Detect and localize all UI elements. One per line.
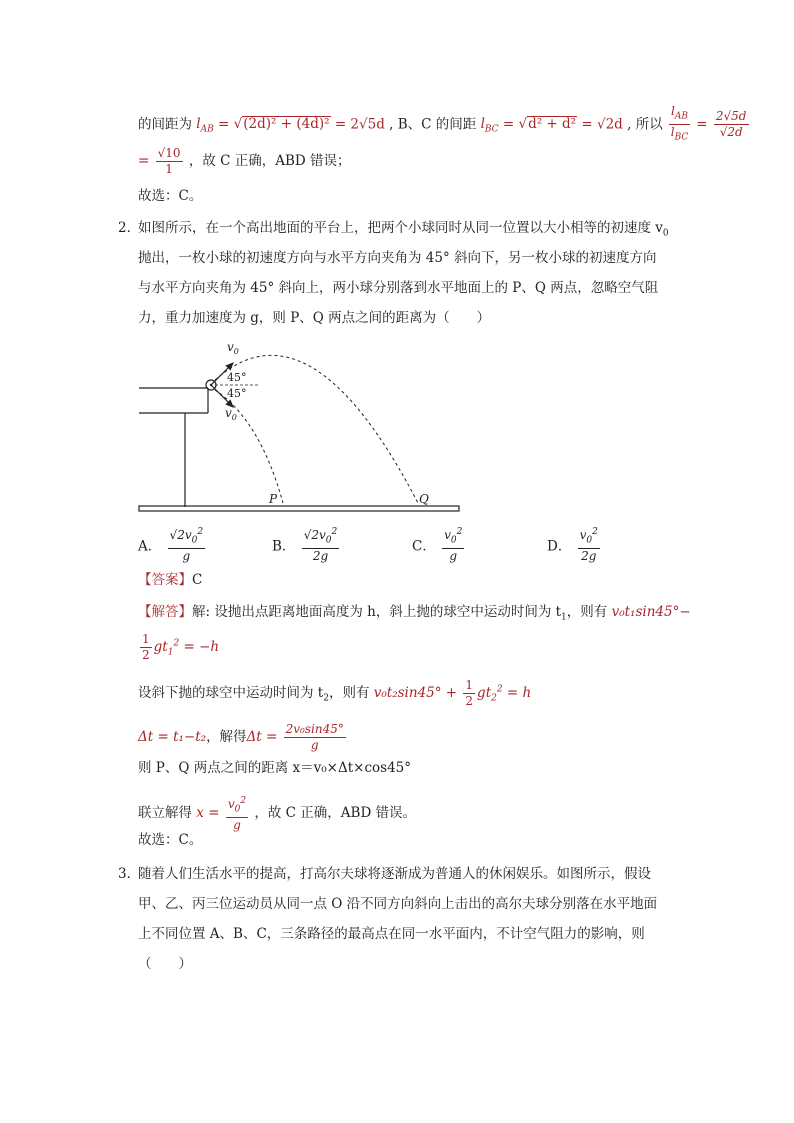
analysis-line1: 【解答】解: 设抛出点距离地面高度为 h，斜上抛的球空中运动时间为 $t_1$，则有 v₀t₁sin45°− xyxy=(138,604,691,623)
prev-choice: 故选：C。 xyxy=(138,188,203,204)
q2-line3: 与水平方向夹角为 45° 斜向上，两小球分别落到水平地面上的 P、Q 两点，忽略空气阻 xyxy=(138,280,659,296)
text: 联立解得 xyxy=(138,805,192,822)
math: Δt = t₁−t₂ xyxy=(138,729,207,745)
math: v₀t₁sin45°− xyxy=(611,604,691,620)
prev-solution-line1: 的间距为 $l_{AB} = √(2d)^2 + (4d)^2 = 2√5d$ , B、C 的间距 $l_{BC} = √d^2 + d^2 = √2d$ , 所以 $\frac{l_{AB}}{l_{BC}}$ = $\frac{2√5d}{√2d}$ xyxy=(138,104,751,146)
v0-label-up: $v_0$ xyxy=(227,340,239,356)
math: x = xyxy=(196,805,220,822)
analysis-line2: $\frac{1}{2}$ $gt_1^2 = -h$ xyxy=(142,632,220,662)
q3-line1: 随着人们生活水平的提高，打高尔夫球将逐渐成为普通人的休闲娱乐。如图所示，假设 xyxy=(138,866,651,882)
text: ，故 C 正确，ABD 错误。 xyxy=(254,805,417,822)
math: gt xyxy=(477,685,492,701)
math: = √2d xyxy=(581,116,623,133)
text: ，则有 xyxy=(566,604,608,620)
math: l xyxy=(196,116,201,133)
ratio-result-fraction: $\frac{2√5d}{√2d}$ xyxy=(715,109,747,140)
analysis-line6: 联立解得 x = $\frac{v_0^2}{g}$ ，故 C 正确，ABD 错误。 xyxy=(138,796,417,833)
q2-line4: 力，重力加速度为 g，则 P、Q 两点之间的距离为（ ） xyxy=(138,310,491,326)
q2-line2: 抛出，一枚小球的初速度方向与水平方向夹角为 45° 斜向下，另一枚小球的初速度方向 xyxy=(138,250,657,266)
text: , B、C 的间距 xyxy=(389,116,477,133)
math: = h xyxy=(506,685,532,701)
text: , 所以 xyxy=(627,116,663,133)
math: = 2√5d xyxy=(334,116,385,133)
point-q-label: Q xyxy=(419,492,429,506)
ratio-fraction: $\frac{l_{AB}}{l_{BC}}$ xyxy=(670,104,689,143)
math: = −h xyxy=(183,639,220,655)
text: 解: 设抛出点距离地面高度为 h，斜上抛的球空中运动时间为 t xyxy=(192,604,562,620)
analysis-line4: Δt = t₁−t₂，解得Δt = $\frac{\text{2v₀sin45°}}{g}$ xyxy=(138,722,344,752)
point-p-label: P xyxy=(269,492,278,506)
question-number: 3． xyxy=(118,866,141,882)
option-a[interactable]: A． $\frac{√2v_0^2}{g}$ xyxy=(138,527,204,564)
answer-tag: 【答案】 xyxy=(138,572,192,588)
q3-line2: 甲、乙、丙三位运动员从同一点 O 沿不同方向斜向上击出的高尔夫球分别落在水平地面 xyxy=(138,896,658,912)
q2-choice: 故选：C。 xyxy=(138,832,203,848)
text: ，故 C 正确，ABD 错误； xyxy=(188,153,351,169)
angle-down-label: 45° xyxy=(227,387,247,400)
answer-value: C xyxy=(192,572,203,588)
text: 的间距为 xyxy=(138,116,192,133)
text: 设斜下抛的球空中运动时间为 t xyxy=(138,685,324,701)
math: = xyxy=(218,116,230,133)
text: 0 xyxy=(662,228,669,239)
angle-up-label: 45° xyxy=(227,371,247,384)
projectile-figure xyxy=(135,335,465,520)
q3-line4: （ ） xyxy=(138,956,192,972)
ground xyxy=(139,506,459,511)
text: ，解得 xyxy=(206,729,247,745)
option-d[interactable]: D． $\frac{v_0^2}{2g}$ xyxy=(547,527,598,564)
math: gt xyxy=(153,639,168,655)
math: Δt = xyxy=(246,729,278,745)
q3-line3: 上不同位置 A、B、C，三条路径的最高点在同一水平面内，不计空气阻力的影响，则 xyxy=(138,926,645,942)
math: d² + d² xyxy=(528,116,577,133)
option-letter: C． xyxy=(412,538,436,555)
prev-solution-line2 xyxy=(138,146,351,177)
math: v₀t₂sin45° + xyxy=(373,685,458,701)
option-b[interactable]: B． $\frac{√2v_0^2}{2g}$ xyxy=(272,527,338,564)
math: = xyxy=(138,153,150,169)
option-c[interactable]: C． $\frac{v_0^2}{g}$ xyxy=(412,527,463,564)
option-letter: B． xyxy=(272,538,296,555)
analysis-line5: 则 P、Q 两点之间的距离 x＝v₀×Δt×cos45° xyxy=(138,760,412,776)
v0-label-down: $v_0$ xyxy=(225,406,237,422)
text: ，则有 xyxy=(328,685,370,701)
sqrt10-fraction: $\frac{√10}{1}$ xyxy=(157,146,181,176)
option-letter: A． xyxy=(138,538,162,555)
text: 如图所示，在一个高出地面的平台上，把两个小球同时从同一位置以大小相等的初速度 v xyxy=(138,220,663,236)
analysis-tag: 【解答】 xyxy=(138,604,192,620)
option-letter: D． xyxy=(547,538,572,555)
math: (2d)² + (4d)² xyxy=(243,116,330,133)
question-number: 2． xyxy=(118,220,141,236)
answer-line xyxy=(138,570,202,590)
analysis-line3: 设斜下抛的球空中运动时间为 $t_2$，则有 v₀t₂sin45° + $\frac{1}{2}$ $gt_2^2 = h$ xyxy=(138,678,532,708)
q2-line1 xyxy=(138,218,669,244)
